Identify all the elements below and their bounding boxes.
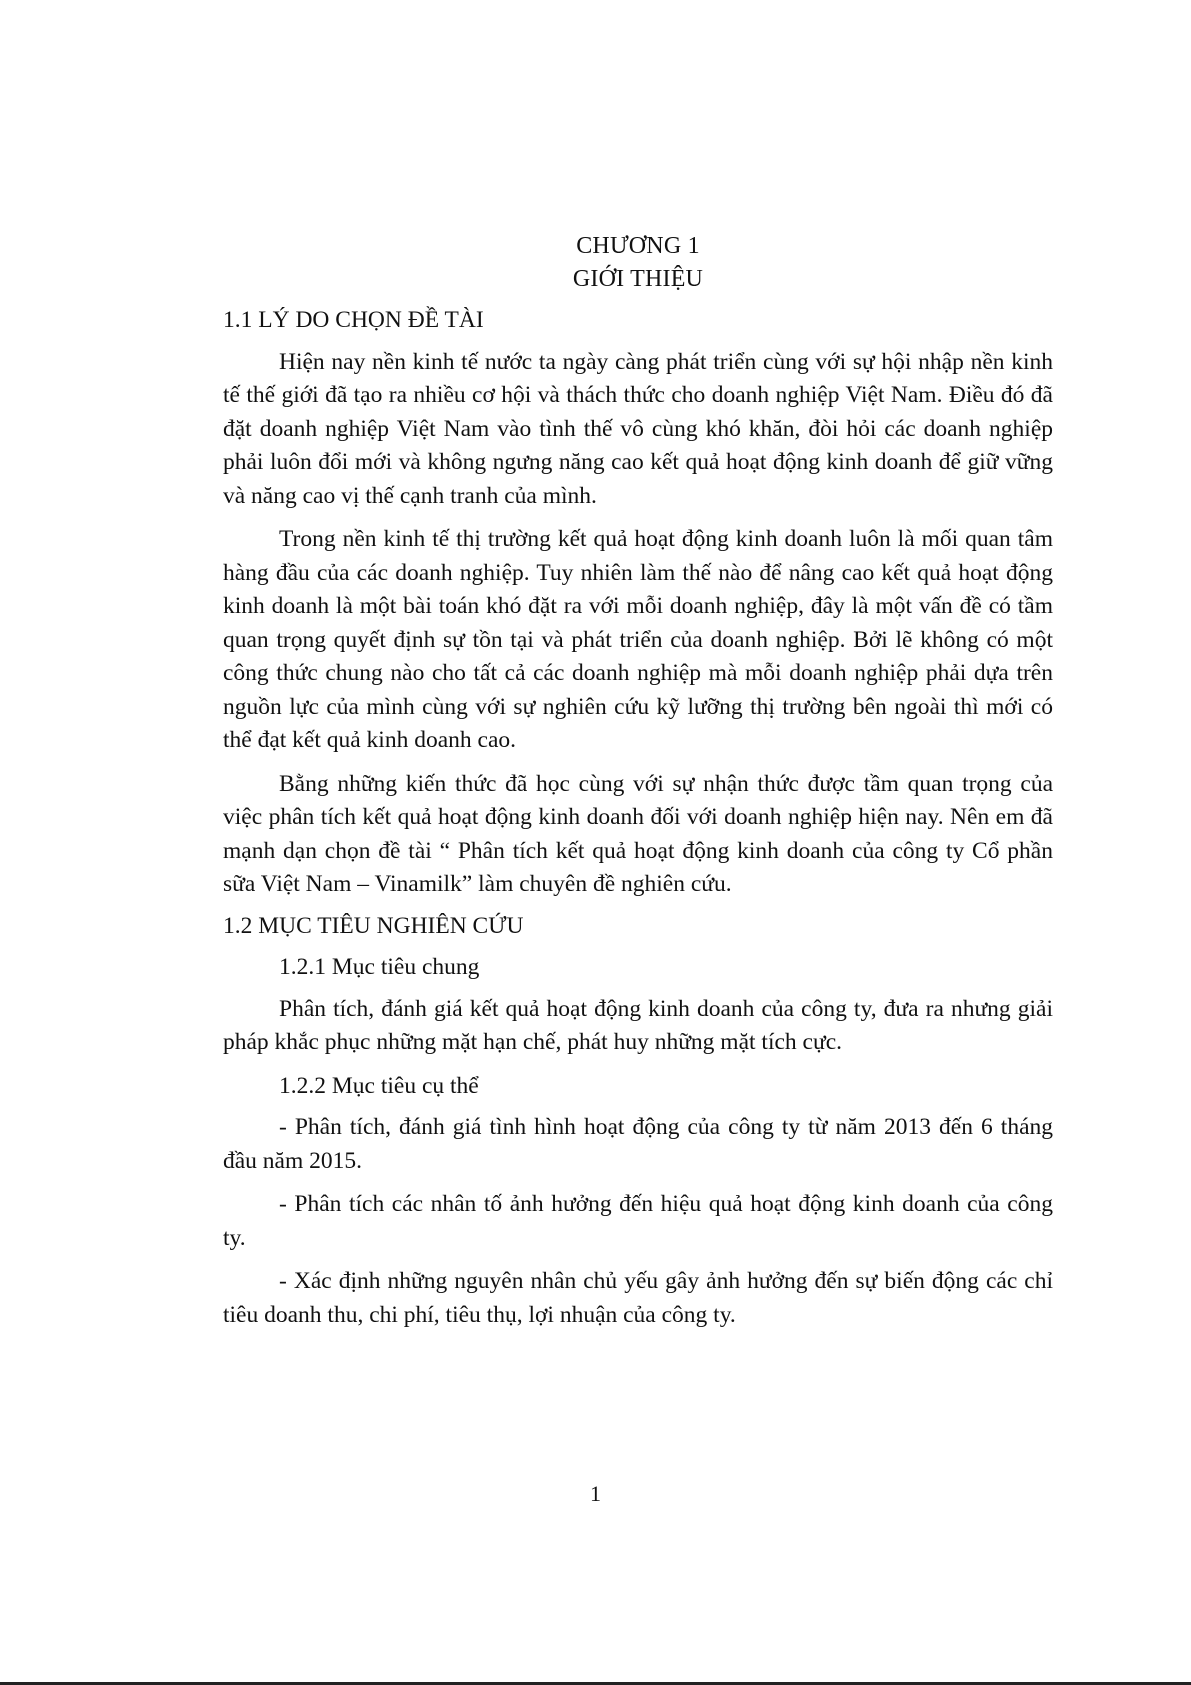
list-item: - Xác định những nguyên nhân chủ yếu gây ảnh hưởng đến sự biến động các chỉ tiêu doanh thu, chi phí, tiêu thụ, lợi nhuận của công ty. [223, 1268, 1053, 1328]
list-item: - Phân tích, đánh giá tình hình hoạt động của công ty từ năm 2013 đến 6 tháng đầu năm 2015. [223, 1114, 1053, 1174]
section-heading-1-1: 1.1 LÝ DO CHỌN ĐỀ TÀI [223, 307, 484, 333]
subsection-heading-1-2-1: 1.2.1 Mục tiêu chung [279, 954, 480, 980]
chapter-subtitle: GIỚI THIỆU [572, 266, 704, 292]
section-heading-1-2: 1.2 MỤC TIÊU NGHIÊN CỨU [223, 912, 524, 939]
paragraph: Bằng những kiến thức đã học cùng với sự nhận thức được tầm quan trọng của việc phân tích kết quả hoạt động kinh doanh đối với doanh nghiệp hiện nay. Nên em đã mạnh dạn chọn đề tài “ Phân tích kết quả hoạt động kinh doanh của công ty Cổ phần sữa Việt Nam – Vinamilk” làm chuyên đề nghiên cứu. [223, 770, 1053, 897]
page-number: 1 [590, 1481, 601, 1506]
paragraph: Hiện nay nền kinh tế nước ta ngày càng phát triển cùng với sự hội nhập nền kinh tế thế giới đã tạo ra nhiều cơ hội và thách thức cho doanh nghiệp Việt Nam. Điều đó đã đặt doanh nghiệp Việt Nam vào tình thế vô cùng khó khăn, đòi hỏi các doanh nghiệp phải luôn đổi mới và không ngưng năng cao kết quả hoạt động kinh doanh để giữ vững và năng cao vị thế cạnh tranh của mình. [223, 348, 1053, 509]
paragraph: Trong nền kinh tế thị trường kết quả hoạt động kinh doanh luôn là mối quan tâm hàng đầu của các doanh nghiệp. Tuy nhiên làm thế nào để nâng cao kết quả hoạt động kinh doanh là một bài toán khó đặt ra với mỗi doanh nghiệp, đây là một vấn đề có tầm quan trọng quyết định sự tồn tại và phát triển của doanh nghiệp. Bởi lẽ không có một công thức chung nào cho tất cả các doanh nghiệp mà mỗi doanh nghiệp phải dựa trên nguồn lực của mình cùng với sự nghiên cứu kỹ lưỡng thị trường bên ngoài thì mới có thể đạt kết quả kinh doanh cao. [223, 526, 1053, 753]
chapter-header [223, 230, 1053, 296]
page-content [223, 230, 1053, 1342]
subsection-heading-1-2-2: 1.2.2 Mục tiêu cụ thể [279, 1072, 479, 1099]
chapter-title: CHƯƠNG 1 [576, 233, 700, 259]
list-item: - Phân tích các nhân tố ảnh hưởng đến hiệu quả hoạt động kinh doanh của công ty. [223, 1191, 1053, 1251]
paragraph: Phân tích, đánh giá kết quả hoạt động kinh doanh của công ty, đưa ra nhưng giải pháp khắc phục những mặt hạn chế, phát huy những mặt tích cực. [223, 995, 1053, 1055]
